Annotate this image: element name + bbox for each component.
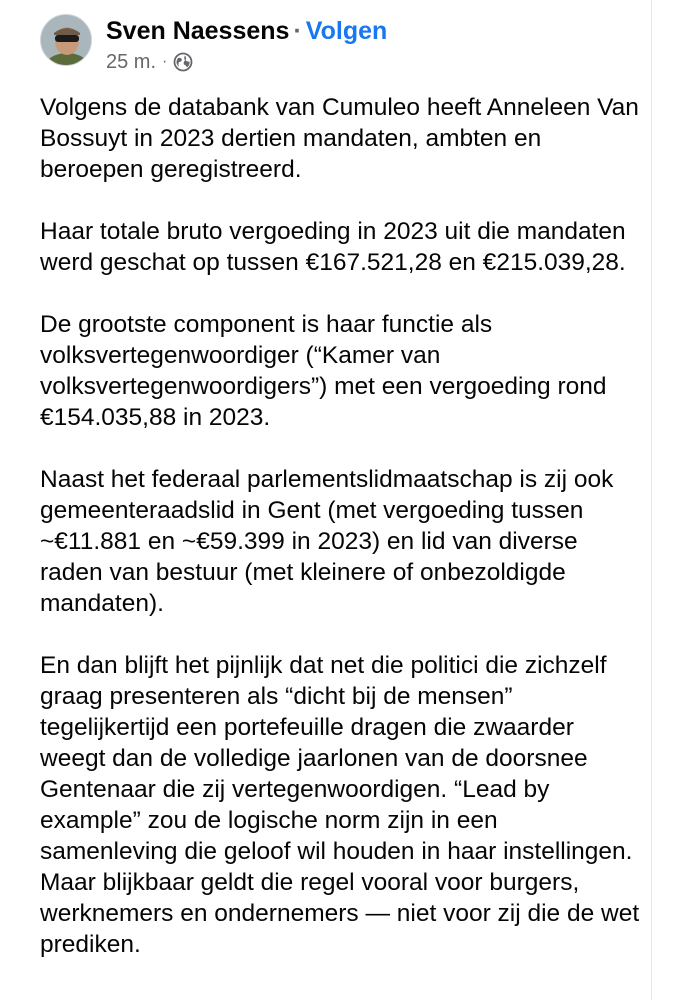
post-meta: [106, 50, 193, 74]
author-separator: ·: [293, 17, 302, 45]
author-line: [106, 16, 387, 46]
post-paragraph: De grootste component is haar functie als volksvertegenwoordiger (“Kamer van volksvertegenwoordigers”) met een vergoeding rond €154.035,88 in 2023.: [40, 311, 607, 431]
globe-icon[interactable]: [173, 52, 193, 72]
meta-separator: ·: [162, 53, 168, 70]
follow-button[interactable]: Volgen: [305, 17, 388, 45]
post-timestamp[interactable]: 25 m.: [106, 51, 157, 73]
avatar[interactable]: [40, 14, 92, 66]
card-border: [651, 0, 652, 1000]
author-name[interactable]: Sven Naessens: [106, 17, 290, 45]
post-paragraph: Volgens de databank van Cumuleo heeft Anneleen Van Bossuyt in 2023 dertien mandaten, ambten en beroepen geregistreerd.: [40, 94, 639, 183]
post-paragraph: Naast het federaal parlementslidmaatschap is zij ook gemeenteraadslid in Gent (met vergoeding tussen ~€11.881 en ~€59.399 in 2023) en lid van diverse raden van bestuur (met kleinere of onbezoldigde mandaten).: [40, 466, 614, 617]
post-header: [40, 14, 640, 78]
post-paragraph: Haar totale bruto vergoeding in 2023 uit die mandaten werd geschat op tussen €167.521,28 en €215.039,28.: [40, 218, 626, 276]
post-text: [40, 92, 640, 991]
post-paragraph: En dan blijft het pijnlijk dat net die politici die zichzelf graag presenteren als “dicht bij de mensen” tegelijkertijd een portefeuille dragen die zwaarder weegt dan de volledige jaarlonen van de doorsnee Gentenaar die zij vertegenwoordigen. “Lead by example” zou de logische norm zijn in een samenleving die geloof wil houden in haar instellingen. Maar blijkbaar geldt die regel vooral voor burgers, werknemers en ondernemers — niet voor zij die de wet prediken.: [40, 652, 640, 958]
